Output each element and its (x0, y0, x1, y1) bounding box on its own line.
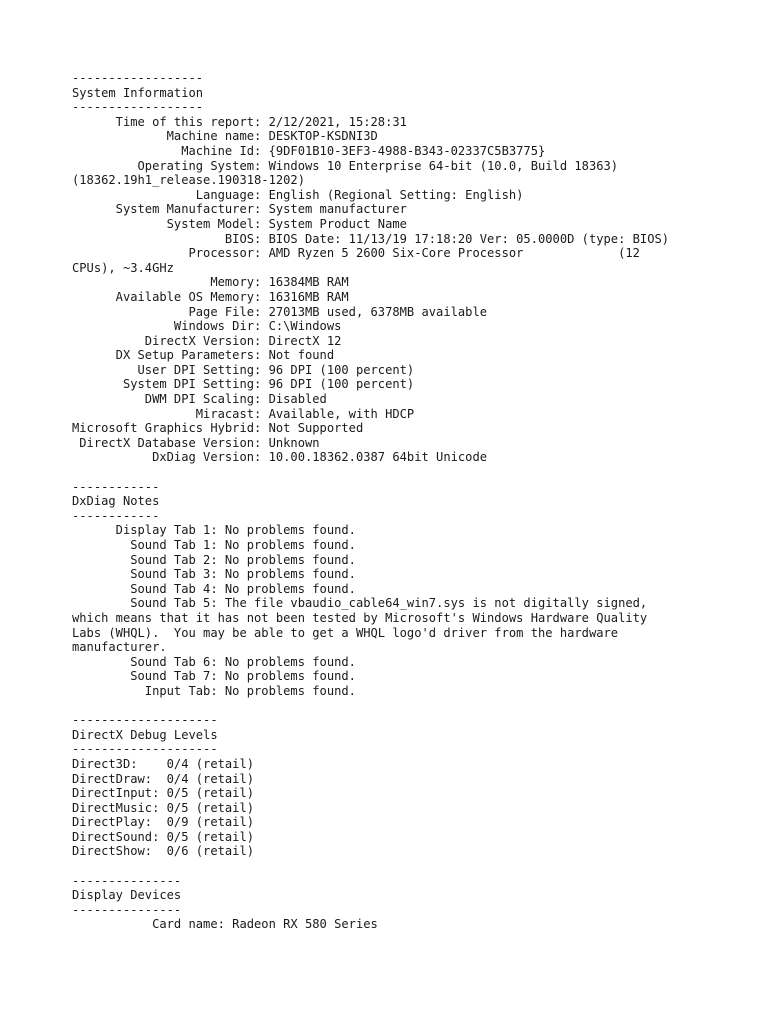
report-line: --------------- (72, 873, 182, 888)
report-line: Card name: Radeon RX 580 Series (72, 917, 378, 932)
report-line: DX Setup Parameters: Not found (72, 348, 335, 363)
report-line: Display Tab 1: No problems found. (72, 523, 356, 538)
report-line: Machine Id: {9DF01B10-3EF3-4988-B343-02337C5B3775} (72, 143, 546, 158)
report-line: Language: English (Regional Setting: English) (72, 187, 524, 202)
report-line: Available OS Memory: 16316MB RAM (72, 289, 349, 304)
report-line: CPUs), ~3.4GHz (72, 260, 174, 275)
report-line: BIOS: BIOS Date: 11/13/19 17:18:20 Ver: 05.0000D (type: BIOS) (72, 231, 670, 246)
report-line: Operating System: Windows 10 Enterprise 64-bit (10.0, Build 18363) (72, 158, 619, 173)
report-line: DxDiag Notes (72, 494, 160, 509)
report-line: Display Devices (72, 888, 182, 903)
report-line: Sound Tab 5: The file vbaudio_cable64_win7.sys is not digitally signed, (72, 596, 648, 611)
report-line: Windows Dir: C:\Windows (72, 319, 342, 334)
report-line (72, 699, 669, 714)
report-line: Sound Tab 2: No problems found. (72, 552, 356, 567)
report-line: (18362.19h1_release.190318-1202) (72, 173, 305, 188)
report-line: DirectPlay: 0/9 (retail) (72, 815, 255, 830)
report-line: Sound Tab 7: No problems found. (72, 669, 356, 684)
report-line: Sound Tab 3: No problems found. (72, 567, 356, 582)
report-line: Sound Tab 4: No problems found. (72, 581, 356, 596)
report-line: DirectMusic: 0/5 (retail) (72, 800, 255, 815)
report-line: which means that it has not been tested by Microsoft's Windows Hardware Quality (72, 610, 648, 625)
report-line (72, 465, 669, 480)
report-line: Machine name: DESKTOP-KSDNI3D (72, 129, 378, 144)
report-line: ------------------ (72, 100, 204, 115)
report-line: ------------ (72, 479, 160, 494)
report-line: Labs (WHQL). You may be able to get a WHQL logo'd driver from the hardware (72, 625, 619, 640)
report-line: Page File: 27013MB used, 6378MB available (72, 304, 488, 319)
report-line: Microsoft Graphics Hybrid: Not Supported (72, 421, 364, 436)
report-line: DirectShow: 0/6 (retail) (72, 844, 255, 859)
report-line: Time of this report: 2/12/2021, 15:28:31 (72, 114, 407, 129)
report-line: DxDiag Version: 10.00.18362.0387 64bit Unicode (72, 450, 488, 465)
report-line: ------------ (72, 508, 160, 523)
report-line: Miracast: Available, with HDCP (72, 406, 415, 421)
report-line: -------------------- (72, 713, 218, 728)
report-line: DirectDraw: 0/4 (retail) (72, 771, 255, 786)
report-line: --------------- (72, 902, 182, 917)
report-line: Memory: 16384MB RAM (72, 275, 349, 290)
dxdiag-report-text (72, 71, 669, 932)
report-line: Processor: AMD Ryzen 5 2600 Six-Core Processor (12 (72, 246, 640, 261)
report-line: Input Tab: No problems found. (72, 683, 356, 698)
report-line: System Manufacturer: System manufacturer (72, 202, 407, 217)
report-line: Direct3D: 0/4 (retail) (72, 756, 255, 771)
report-line: ------------------ (72, 71, 204, 85)
report-line: DirectSound: 0/5 (retail) (72, 829, 255, 844)
report-line: DWM DPI Scaling: Disabled (72, 392, 327, 407)
report-line: manufacturer. (72, 640, 167, 655)
report-line: System Information (72, 85, 204, 100)
report-line: DirectX Debug Levels (72, 727, 218, 742)
report-line: Sound Tab 6: No problems found. (72, 654, 356, 669)
report-line: DirectX Database Version: Unknown (72, 435, 320, 450)
report-line: DirectInput: 0/5 (retail) (72, 786, 255, 801)
report-line: -------------------- (72, 742, 218, 757)
report-line: User DPI Setting: 96 DPI (100 percent) (72, 362, 415, 377)
report-line: Sound Tab 1: No problems found. (72, 538, 356, 552)
report-line: DirectX Version: DirectX 12 (72, 333, 342, 348)
report-line: System Model: System Product Name (72, 216, 407, 231)
report-line: System DPI Setting: 96 DPI (100 percent) (72, 377, 415, 392)
report-line (72, 859, 669, 874)
